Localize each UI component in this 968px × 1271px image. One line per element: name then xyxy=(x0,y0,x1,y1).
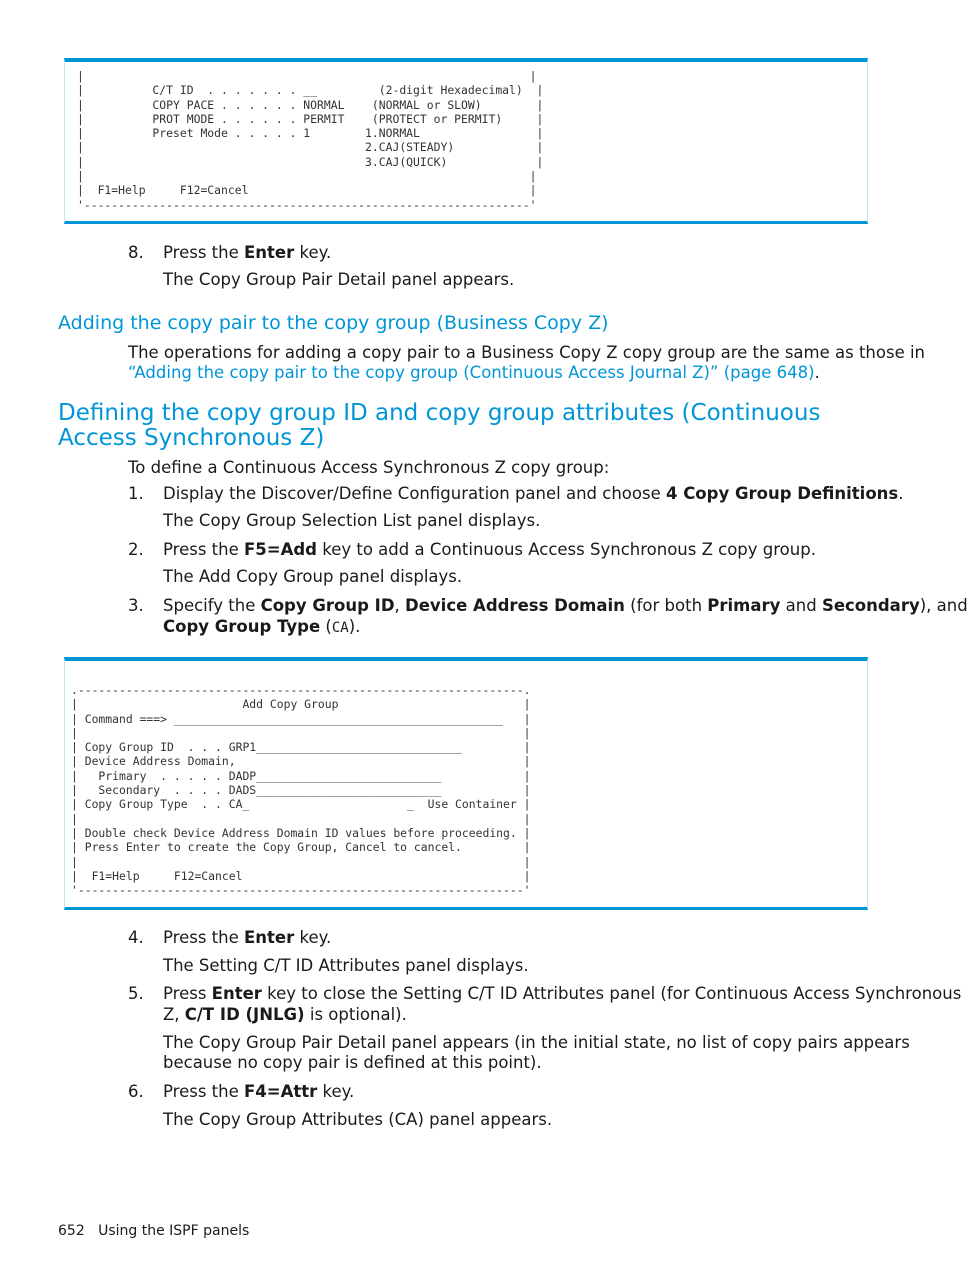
step-number: 5. xyxy=(128,984,144,1003)
cross-reference-link[interactable]: “Adding the copy pair to the copy group (Continuous Access Journal Z)” (page 648) xyxy=(128,363,815,382)
terminal-line: | Press Enter to create the Copy Group, Cancel to cancel. | xyxy=(71,840,531,855)
step-text: Press the F5=Add key to add a Continuous Access Synchronous Z copy group. xyxy=(163,540,816,559)
intro-text: To define a Continuous Access Synchronous Z copy group: xyxy=(128,458,610,477)
terminal-line: | 3.CAJ(QUICK) | xyxy=(77,154,544,169)
terminal-panel-ct-id xyxy=(64,58,868,224)
terminal-line: | Command ===> ________________________________________________ | xyxy=(71,711,531,726)
step-text-cont: Z, C/T ID (JNLG) is optional). xyxy=(163,1005,407,1024)
step-number: 3. xyxy=(128,596,144,615)
step-text: Press Enter key to close the Setting C/T ID Attributes panel (for Continuous Access Synchronous xyxy=(163,984,962,1003)
terminal-line: | Secondary . . . . DADS___________________________ | xyxy=(71,783,531,798)
terminal-line: | F1=Help F12=Cancel | xyxy=(71,868,531,883)
step-text: Press the F4=Attr key. xyxy=(163,1082,355,1101)
step-text: Display the Discover/Define Configuration panel and choose 4 Copy Group Definitions. xyxy=(163,484,904,503)
terminal-line: | | xyxy=(71,811,531,826)
terminal-line: | | xyxy=(71,854,531,869)
terminal-line: | | xyxy=(71,725,531,740)
page-footer xyxy=(58,1222,249,1240)
terminal-line: | Copy Group Type . . CA_ _ Use Container | xyxy=(71,797,531,812)
terminal-line: | Preset Mode . . . . . 1 1.NORMAL | xyxy=(77,126,544,141)
terminal-text xyxy=(71,683,530,897)
terminal-line: | C/T ID . . . . . . . __ (2-digit Hexadecimal) | xyxy=(77,83,544,98)
step-number: 4. xyxy=(128,928,144,947)
step-text: Press the Enter key. xyxy=(163,243,332,262)
step-text: Specify the Copy Group ID, Device Address Domain (for both Primary and Secondary), and xyxy=(163,596,968,615)
terminal-line: '-----------------------------------------------------------------' xyxy=(77,197,537,212)
terminal-line: | | xyxy=(77,169,537,184)
step-result: The Setting C/T ID Attributes panel displays. xyxy=(163,956,529,975)
step-result: The Copy Group Attributes (CA) panel appears. xyxy=(163,1110,553,1129)
terminal-line: | PROT MODE . . . . . . PERMIT (PROTECT or PERMIT) | xyxy=(77,111,544,126)
terminal-line: .-----------------------------------------------------------------. xyxy=(71,683,531,697)
terminal-line: | Device Address Domain, | xyxy=(71,754,531,769)
step-result-cont: because no copy pair is defined at this point). xyxy=(163,1053,542,1072)
step-number: 8. xyxy=(128,243,144,262)
terminal-line: | Add Copy Group | xyxy=(71,697,531,712)
step-result: The Copy Group Pair Detail panel appears. xyxy=(163,270,515,289)
paragraph: The operations for adding a copy pair to a Business Copy Z copy group are the same as those in xyxy=(128,343,926,362)
step-text: Press the Enter key. xyxy=(163,928,332,947)
terminal-line: | 2.CAJ(STEADY) | xyxy=(77,140,544,155)
step-result: The Copy Group Selection List panel displays. xyxy=(163,511,541,530)
step-text-cont: Copy Group Type (CA). xyxy=(163,617,361,636)
cross-reference: “Adding the copy pair to the copy group (Continuous Access Journal Z)” (page 648). xyxy=(128,363,820,382)
step-number: 1. xyxy=(128,484,144,503)
terminal-panel-add-copy-group xyxy=(64,657,868,910)
footer-title: Using the ISPF panels xyxy=(98,1223,250,1239)
terminal-line: '-----------------------------------------------------------------' xyxy=(71,883,531,898)
step-number: 2. xyxy=(128,540,144,559)
terminal-line: | COPY PACE . . . . . . NORMAL (NORMAL or SLOW) | xyxy=(77,97,544,112)
step-number: 6. xyxy=(128,1082,144,1101)
section-heading: Adding the copy pair to the copy group (Business Copy Z) xyxy=(58,312,609,334)
section-heading-main: Defining the copy group ID and copy group attributes (Continuous Access Synchronous Z) xyxy=(58,400,821,451)
page-number: 652 xyxy=(58,1223,85,1239)
terminal-line: | | xyxy=(77,69,537,83)
step-result: The Add Copy Group panel displays. xyxy=(163,567,463,586)
terminal-line: | F1=Help F12=Cancel | xyxy=(77,183,537,198)
step-result: The Copy Group Pair Detail panel appears (in the initial state, no list of copy pairs appears xyxy=(163,1033,910,1052)
terminal-line: | Double check Device Address Domain ID values before proceeding. | xyxy=(71,825,531,840)
terminal-line: | Primary . . . . . DADP___________________________ | xyxy=(71,768,531,783)
terminal-line: | Copy Group ID . . . GRP1______________________________ | xyxy=(71,740,531,755)
terminal-text xyxy=(77,69,543,212)
